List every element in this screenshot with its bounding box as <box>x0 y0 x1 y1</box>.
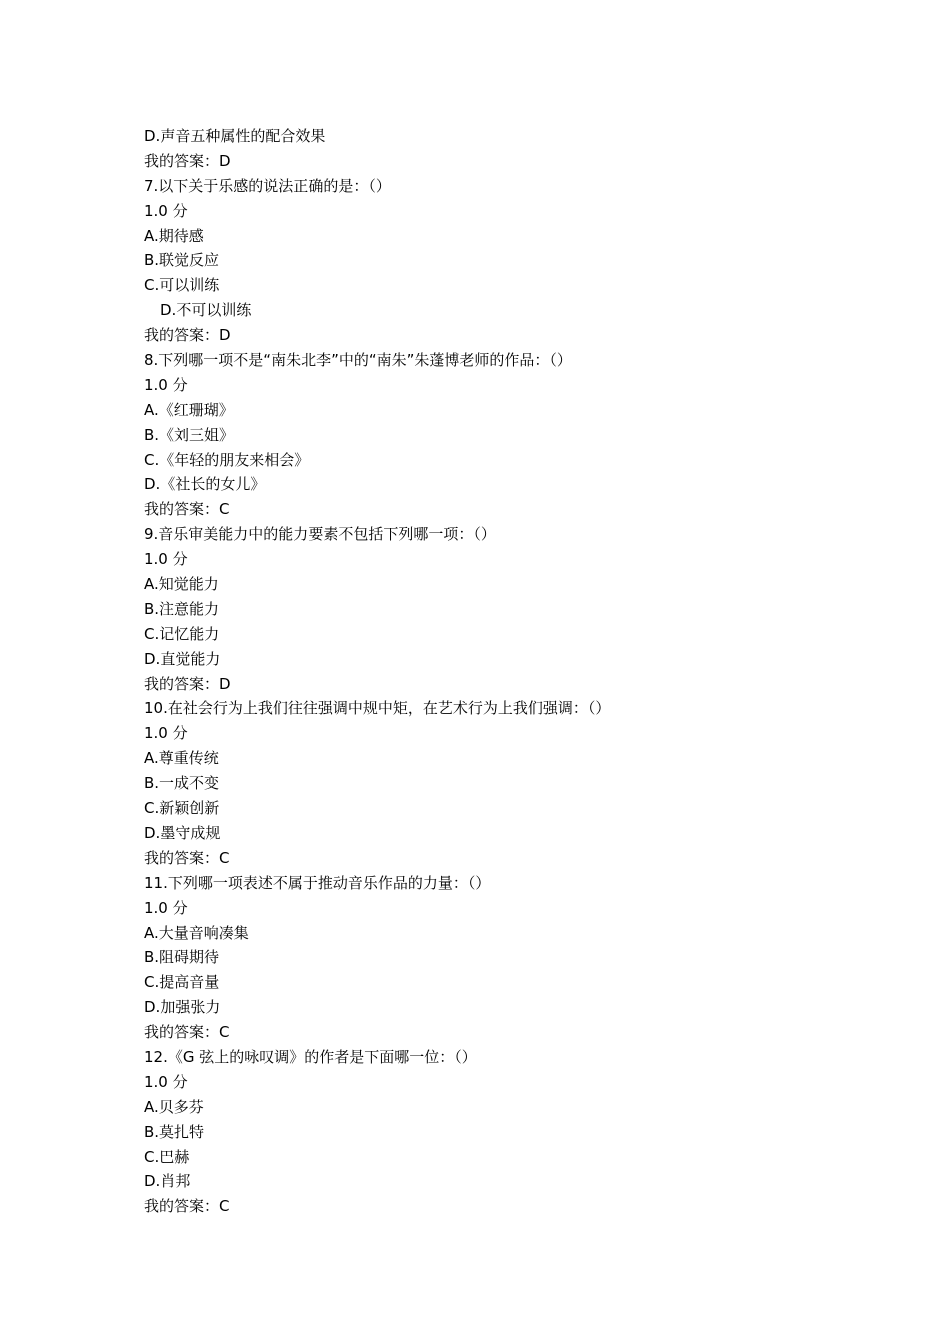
question-text: 10.在社会行为上我们往往强调中规中矩，在艺术行为上我们强调：（） <box>144 699 611 718</box>
option-text: A.期待感 <box>144 226 204 245</box>
question-text: 12.《G 弦上的咏叹调》的作者是下面哪一位：（） <box>144 1047 477 1066</box>
question-text: 8.下列哪一项不是“南朱北李”中的“南朱”朱蓬博老师的作品：（） <box>144 351 572 370</box>
score-text: 1.0 分 <box>144 724 188 743</box>
option-text: B.阻碍期待 <box>144 948 220 967</box>
option-text: A.《红珊瑚》 <box>144 400 234 419</box>
score-text: 1.0 分 <box>144 898 188 917</box>
my-answer: 我的答案：D <box>144 674 231 693</box>
question-text: 11.下列哪一项表述不属于推动音乐作品的力量：（） <box>144 873 491 892</box>
option-text: D.《社长的女儿》 <box>144 475 266 494</box>
option-text: B.莫扎特 <box>144 1122 205 1141</box>
option-text: B.一成不变 <box>144 774 220 793</box>
document-page <box>144 124 844 1219</box>
option-text: B.注意能力 <box>144 599 220 618</box>
option-text: B.联觉反应 <box>144 251 220 270</box>
my-answer: 我的答案：D <box>144 326 231 345</box>
option-text: C.新颖创新 <box>144 799 220 818</box>
option-text: A.贝多芬 <box>144 1097 204 1116</box>
option-text: B.《刘三姐》 <box>144 425 235 444</box>
score-text: 1.0 分 <box>144 1072 188 1091</box>
option-text: C.记忆能力 <box>144 624 220 643</box>
question-text: 7.以下关于乐感的说法正确的是：（） <box>144 176 391 195</box>
option-text: D.不可以训练 <box>160 301 252 320</box>
option-text: D.加强张力 <box>144 998 221 1017</box>
score-text: 1.0 分 <box>144 550 188 569</box>
my-answer: 我的答案：C <box>144 500 230 519</box>
option-text: C.《年轻的朋友来相会》 <box>144 450 310 469</box>
option-text: D.肖邦 <box>144 1172 191 1191</box>
option-text: A.大量音响凑集 <box>144 923 249 942</box>
option-text: A.知觉能力 <box>144 575 219 594</box>
score-text: 1.0 分 <box>144 375 188 394</box>
my-answer: 我的答案：C <box>144 1197 230 1216</box>
option-text: C.提高音量 <box>144 973 220 992</box>
question-text: 9.音乐审美能力中的能力要素不包括下列哪一项：（） <box>144 525 496 544</box>
my-answer: 我的答案：C <box>144 1023 230 1042</box>
option-text: D.墨守成规 <box>144 823 221 842</box>
my-answer: 我的答案：C <box>144 848 230 867</box>
my-answer: 我的答案：D <box>144 151 231 170</box>
score-text: 1.0 分 <box>144 201 188 220</box>
option-text: D.直觉能力 <box>144 649 221 668</box>
option-text: C.巴赫 <box>144 1147 190 1166</box>
option-text: A.尊重传统 <box>144 749 219 768</box>
option-text: D.声音五种属性的配合效果 <box>144 127 326 145</box>
option-text: C.可以训练 <box>144 276 220 295</box>
